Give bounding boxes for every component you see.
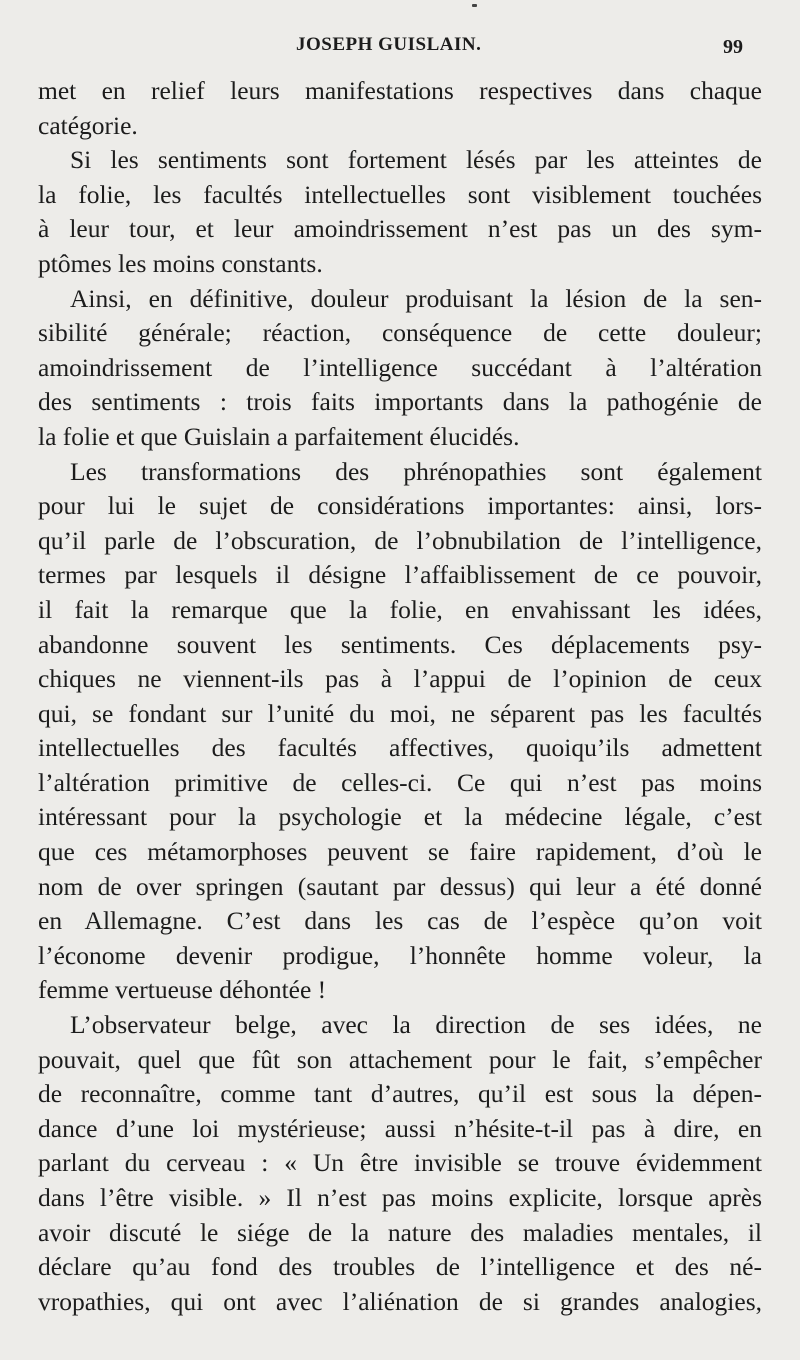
- text-line: Les transformations des phrénopathies sont également: [70, 456, 762, 486]
- ink-speck: [472, 4, 477, 7]
- body-text: [38, 74, 762, 1319]
- text-line: L’observateur belge, avec la direction de ses idées, ne: [70, 1010, 762, 1040]
- text-line: abandonne souvent les sentiments. Ces déplacements psy-: [38, 629, 762, 659]
- text-line: la folie, les facultés intellectuelles sont visiblement touchées: [38, 179, 762, 209]
- text-line: termes par lesquels il désigne l’affaiblissement de ce pouvoir,: [38, 560, 762, 590]
- text-line: Ainsi, en définitive, douleur produisant la lésion de la sen-: [70, 283, 762, 313]
- text-line: vropathies, qui ont avec l’aliénation de si grandes analogies,: [38, 1286, 762, 1316]
- text-line: catégorie.: [38, 110, 138, 140]
- text-line: femme vertueuse déhontée !: [38, 975, 327, 1005]
- text-line: nom de over springen (sautant par dessus) qui leur a été donné: [38, 871, 762, 901]
- text-line: intéressant pour la psychologie et la médecine légale, c’est: [38, 802, 762, 832]
- text-line: dans l’être visible. » Il n’est pas moins explicite, lorsque après: [38, 1183, 762, 1212]
- text-line: à leur tour, et leur amoindrissement n’est pas un des sym-: [38, 214, 762, 244]
- text-line: la folie et que Guislain a parfaitement élucidés.: [38, 421, 520, 451]
- text-line: qu’il parle de l’obscuration, de l’obnubilation de l’intelligence,: [38, 525, 762, 555]
- text-line: qui, se fondant sur l’unité du moi, ne séparent pas les facultés: [38, 698, 762, 728]
- text-line: chiques ne viennent-ils pas à l’appui de l’opinion de ceux: [38, 664, 762, 694]
- text-line: l’économe devenir prodigue, l’honnête homme voleur, la: [38, 940, 762, 970]
- text-line: dance d’une loi mystérieuse; aussi n’hésite-t-il pas à dire, en: [38, 1113, 762, 1143]
- running-head: [0, 34, 800, 62]
- text-line: sibilité générale; réaction, conséquence de cette douleur;: [38, 318, 762, 348]
- text-line: parlant du cerveau : « Un être invisible se trouve évidemment: [38, 1148, 762, 1178]
- text-line: Si les sentiments sont fortement lésés par les atteintes de: [70, 145, 762, 175]
- text-line: de reconnaître, comme tant d’autres, qu’il est sous la dépen-: [38, 1079, 762, 1109]
- page-number: 99: [723, 36, 743, 58]
- text-line: met en relief leurs manifestations respectives dans chaque: [38, 76, 762, 105]
- text-line: amoindrissement de l’intelligence succédant à l’altération: [38, 352, 762, 382]
- text-line: en Allemagne. C’est dans les cas de l’espèce qu’on voit: [38, 906, 762, 936]
- running-title: JOSEPH GUISLAIN.: [296, 34, 482, 55]
- text-line: ptômes les moins constants.: [38, 248, 323, 278]
- text-line: avoir discuté le siége de la nature des maladies mentales, il: [38, 1217, 762, 1247]
- text-line: déclare qu’au fond des troubles de l’intelligence et des né-: [38, 1252, 762, 1282]
- text-line: que ces métamorphoses peuvent se faire rapidement, d’où le: [38, 837, 762, 867]
- text-line: pour lui le sujet de considérations importantes: ainsi, lors-: [38, 491, 762, 521]
- text-line: intellectuelles des facultés affectives, quoiqu’ils admettent: [38, 733, 762, 763]
- text-line: il fait la remarque que la folie, en envahissant les idées,: [38, 594, 762, 624]
- text-line: des sentiments : trois faits importants dans la pathogénie de: [38, 387, 762, 417]
- text-line: pouvait, quel que fût son attachement pour le fait, s’empêcher: [38, 1044, 762, 1074]
- text-line: l’altération primitive de celles-ci. Ce qui n’est pas moins: [38, 767, 762, 797]
